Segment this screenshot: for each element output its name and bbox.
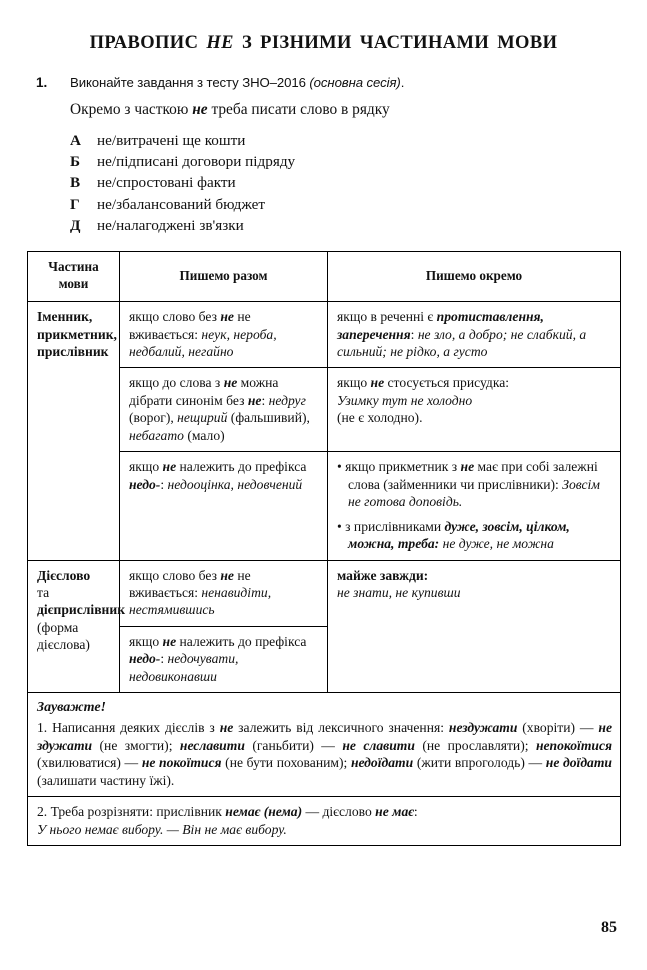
- cell-separately-noun-2: якщо не стосується присудка: Узимку тут не холодно (не є холодно).: [328, 368, 621, 452]
- cell-together-verb-2: якщо не належить до префікса недо-: недочувати, недовиконавши: [120, 626, 328, 692]
- option-letter: В: [70, 174, 81, 192]
- option-letter: Б: [70, 153, 81, 171]
- answer-options: [27, 130, 620, 236]
- cell-together-verb-1: якщо слово без не не вживається: ненавидіти, нестямившись: [120, 560, 328, 626]
- option-letter: Д: [70, 216, 81, 234]
- cell-note-2: [28, 797, 621, 846]
- list-item[interactable]: [70, 172, 620, 193]
- option-letter: А: [70, 131, 81, 149]
- table-row: [28, 797, 621, 846]
- note-paragraph: 1. Написання деяких дієслів з не залежить від лексичного значення: нездужати (хворіти) — не здужати (не змогти); неславити (ганьбити) — не славити (не прославляти); непокоїтися (хвилюватися) — не покоїтися (не бути похованим); недоїдати (жити впроголодь) — не доїдати (залишати частину їжі).: [37, 720, 613, 788]
- cell-together-noun-3: якщо не належить до префікса недо-: недооцінка, недовчений: [120, 452, 328, 560]
- table-header-row: [28, 252, 621, 302]
- note-paragraph: 2. Треба розрізняти: прислівник немає (нема) — дієслово не має: У нього немає вибору. — Він не має вибору.: [37, 804, 418, 837]
- option-text: не/збалансований бюджет: [97, 195, 266, 213]
- list-item[interactable]: [70, 194, 620, 215]
- cell-note-1: [28, 693, 621, 797]
- list-item[interactable]: [70, 151, 620, 172]
- table-row: [28, 693, 621, 797]
- task-number: 1.: [36, 75, 48, 91]
- option-letter: Г: [70, 195, 80, 213]
- task-instruction: Виконайте завдання з тесту ЗНО–2016 (основна сесія).: [70, 75, 405, 91]
- grammar-rules-table: [27, 251, 621, 846]
- list-item[interactable]: [70, 215, 620, 236]
- table-row: [28, 560, 621, 626]
- option-text: не/витрачені ще кошти: [97, 131, 246, 149]
- cell-separately-noun-1: якщо в реченні є протиставлення, заперечення: не зло, а добро; не слабкий, а сильний; не рідко, а густо: [328, 302, 621, 368]
- bullet-item: • якщо прикметник з не має при собі залежні слова (займенники чи прислівники): Зовсім не готова доповідь.: [337, 459, 600, 510]
- column-header-together: Пишемо разом: [120, 252, 328, 302]
- option-text: не/спростовані факти: [97, 174, 236, 192]
- list-item[interactable]: [70, 130, 620, 151]
- note-title: Зауважте!: [37, 700, 107, 716]
- table-row: [28, 302, 621, 368]
- task-block: [27, 74, 620, 121]
- option-text: не/підписані договори підряду: [97, 153, 296, 171]
- bullet-item: • з прислівниками дуже, зовсім, цілком, можна, треба: не дуже, не можна: [337, 518, 570, 552]
- cell-together-noun-2: якщо до слова з не можна дібрати синонім без не: недруг (ворог), нещирий (фальшивий), небагато (мало): [120, 368, 328, 452]
- page-number: 85: [601, 919, 617, 936]
- column-header-separately: Пишемо окремо: [328, 252, 621, 302]
- option-text: не/налагоджені зв'язки: [97, 216, 244, 234]
- cell-separately-noun-3: [328, 452, 621, 560]
- cell-part-of-speech-verbs: Дієслово та дієприслівник (форма дієслова): [28, 560, 120, 693]
- column-header-part-of-speech: Частина мови: [28, 252, 120, 302]
- cell-together-noun-1: якщо слово без не не вживається: неук, нероба, недбалий, негайно: [120, 302, 328, 368]
- cell-separately-verb-1: майже завжди: не знати, не купивши: [328, 560, 621, 693]
- page-title: ПРАВОПИС НЕ З РІЗНИМИ ЧАСТИНАМИ МОВИ: [89, 33, 558, 53]
- cell-part-of-speech-nouns: Іменник, прикметник, прислівник: [28, 302, 120, 560]
- task-question: Окремо з часткою не треба писати слово в рядку: [70, 101, 390, 118]
